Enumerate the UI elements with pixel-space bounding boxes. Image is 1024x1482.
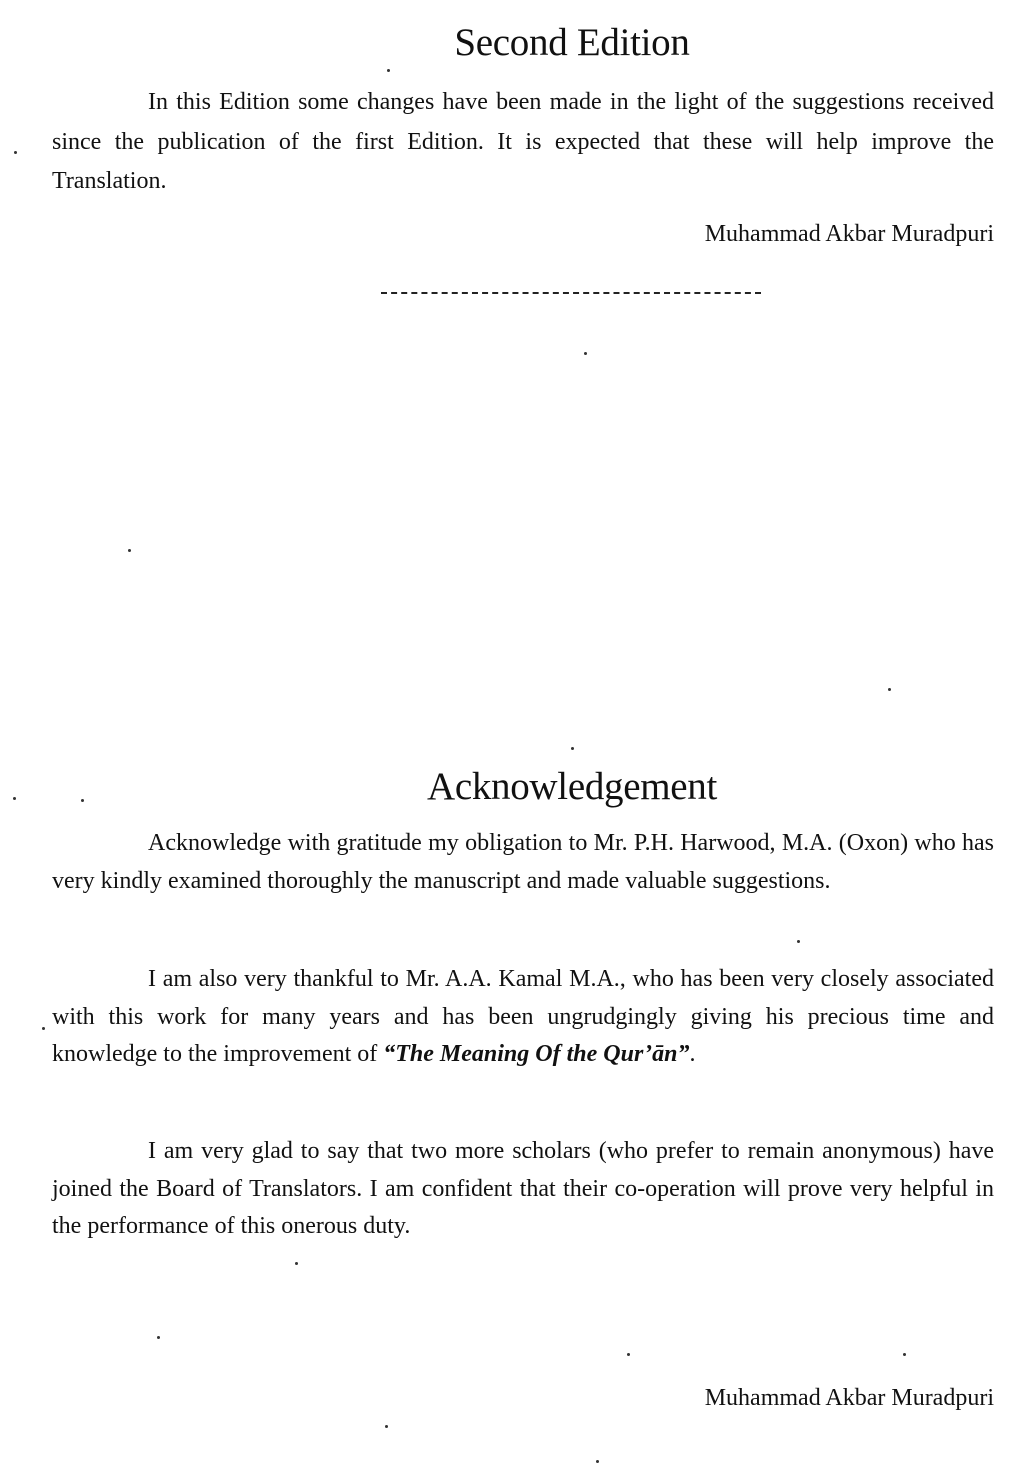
scan-speck bbox=[888, 688, 891, 691]
section-divider bbox=[381, 292, 761, 294]
book-title: “The Meaning Of the Qur’ān” bbox=[383, 1041, 690, 1067]
scan-speck bbox=[13, 797, 16, 800]
scan-speck bbox=[903, 1353, 906, 1356]
acknowledgement-paragraph-2 bbox=[52, 961, 994, 1074]
acknowledgement-heading: Acknowledgement bbox=[426, 765, 718, 808]
scan-speck bbox=[584, 352, 587, 355]
scan-speck bbox=[627, 1353, 630, 1356]
scan-speck bbox=[128, 549, 131, 552]
scan-speck bbox=[157, 1336, 160, 1339]
scan-speck bbox=[295, 1262, 298, 1265]
scan-speck bbox=[42, 1027, 45, 1030]
scan-speck bbox=[14, 151, 17, 154]
acknowledgement-paragraph-2-text: I am also very thankful to Mr. A.A. Kamal M.A., who has been very closely associated with this work for many years and has been ungrudgingly giving his precious time and knowledge to the improvement of bbox=[52, 966, 994, 1067]
scan-speck bbox=[81, 799, 84, 802]
scan-speck bbox=[797, 940, 800, 943]
scan-speck bbox=[385, 1425, 388, 1428]
acknowledgement-signature: Muhammad Akbar Muradpuri bbox=[704, 1385, 994, 1411]
scan-speck bbox=[387, 69, 390, 72]
second-edition-signature: Muhammad Akbar Muradpuri bbox=[704, 221, 994, 247]
scan-speck bbox=[571, 747, 574, 750]
scan-speck bbox=[596, 1460, 599, 1463]
second-edition-heading: Second Edition bbox=[454, 21, 690, 64]
acknowledgement-paragraph-3: I am very glad to say that two more scholars (who prefer to remain anonymous) have joined the Board of Translators. I am confident that their co-operation will prove very helpful in the performance of this onerous duty. bbox=[52, 1138, 994, 1239]
second-edition-paragraph: In this Edition some changes have been made in the light of the suggestions received since the publication of the first Edition. It is expected that these will help improve the Translation. bbox=[52, 89, 994, 194]
acknowledgement-paragraph-2-end: . bbox=[689, 1041, 696, 1067]
acknowledgement-paragraph-1: Acknowledge with gratitude my obligation to Mr. P.H. Harwood, M.A. (Oxon) who has very kindly examined thoroughly the manuscript and made valuable suggestions. bbox=[52, 830, 994, 894]
